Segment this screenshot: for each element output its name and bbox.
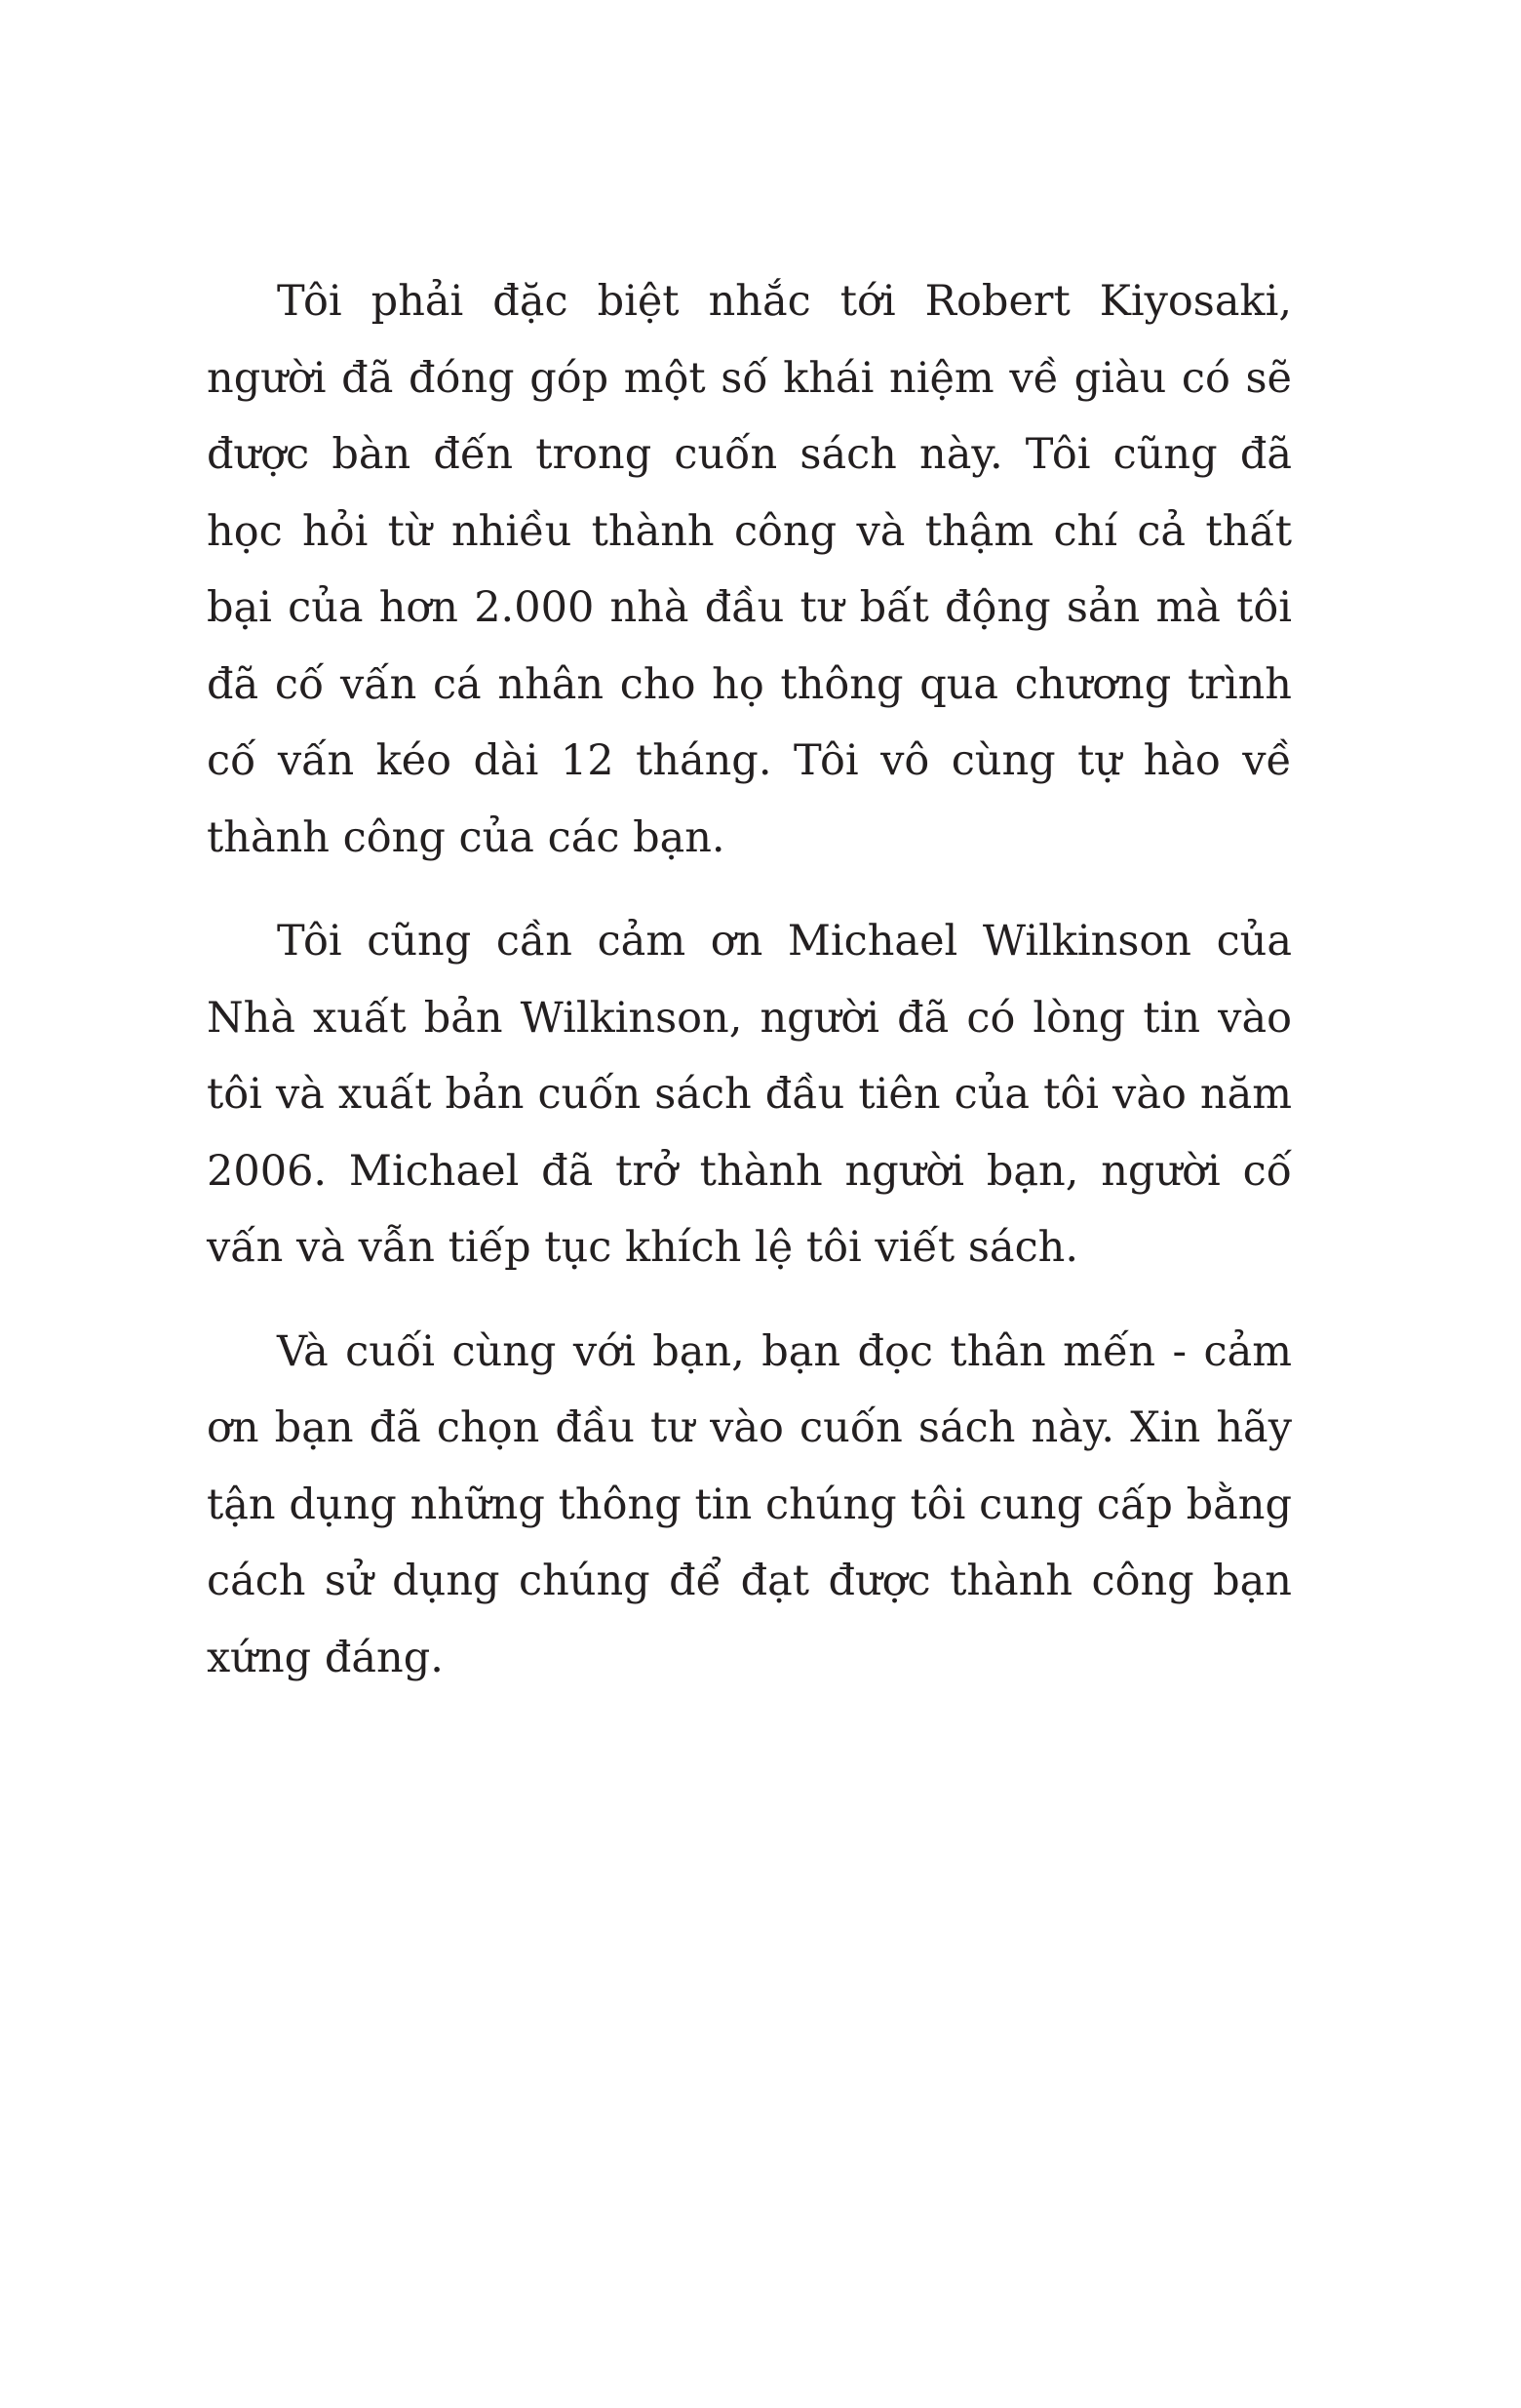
paragraph-1: Tôi phải đặc biệt nhắc tới Robert Kiyosaki, người đã đóng góp một số khái niệm về giàu có sẽ được bàn đến trong cuốn sách này. Tôi cũng đã học hỏi từ nhiều thành công và thậm chí cả thất bại của hơn 2.000 nhà đầu tư bất động sản mà tôi đã cố vấn cá nhân cho họ thông qua chương trình cố vấn kéo dài 12 tháng. Tôi vô cùng tự hào về thành công của các bạn.	[207, 277, 1292, 862]
paragraph-3: Và cuối cùng với bạn, bạn đọc thân mến - cảm ơn bạn đã chọn đầu tư vào cuốn sách này. Xin hãy tận dụng những thông tin chúng tôi cung cấp bằng cách sử dụng chúng để đạt được thành công bạn xứng đáng.	[207, 1326, 1292, 1682]
body-text	[207, 263, 1292, 1723]
paragraph-2: Tôi cũng cần cảm ơn Michael Wilkinson của Nhà xuất bản Wilkinson, người đã có lòng tin vào tôi và xuất bản cuốn sách đầu tiên của tôi vào năm 2006. Michael đã trở thành người bạn, người cố vấn và vẫn tiếp tục khích lệ tôi viết sách.	[207, 917, 1292, 1272]
